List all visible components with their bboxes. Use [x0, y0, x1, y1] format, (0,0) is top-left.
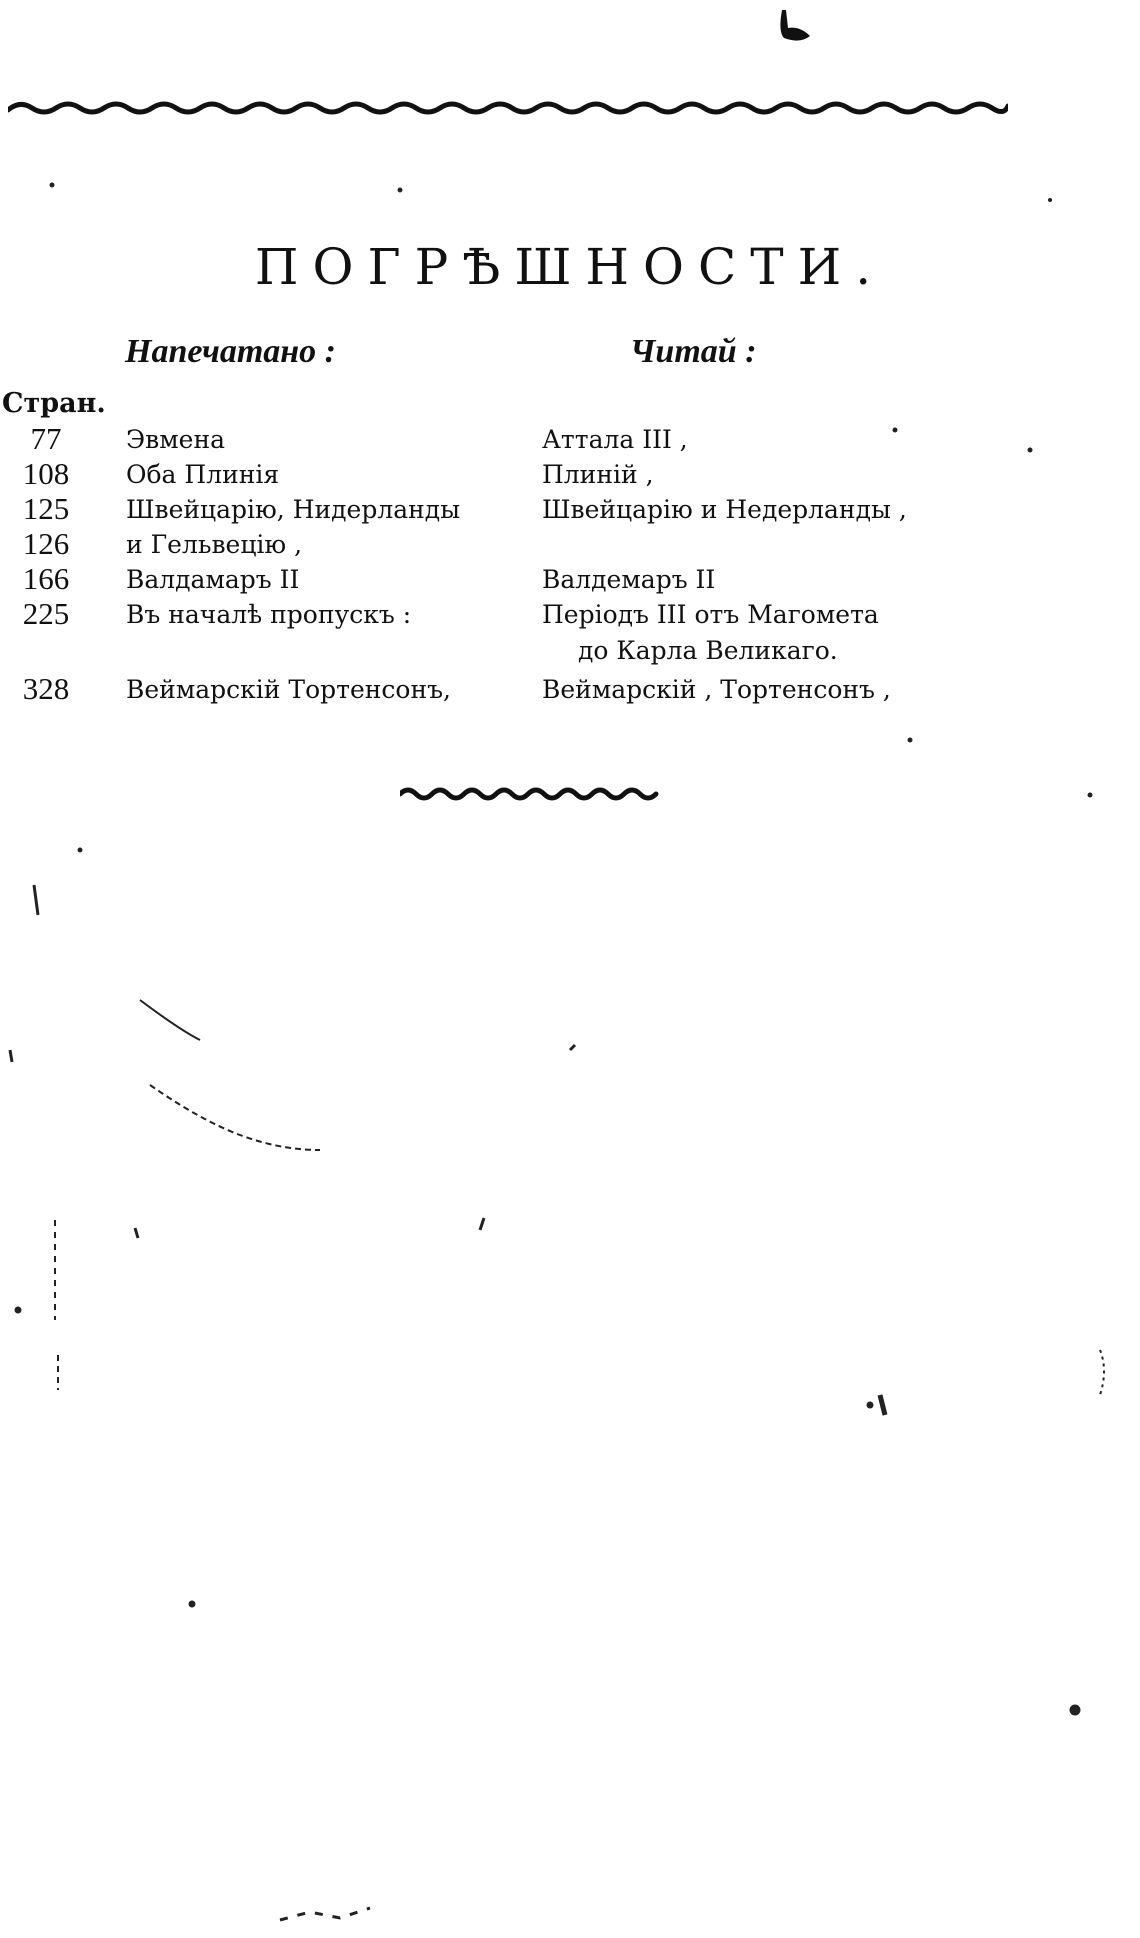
printed-text: Швейцарію, Нидерланды [126, 495, 461, 524]
read-text: Швейцарію и Недерланды , [542, 495, 907, 524]
page-number: 108 [22, 456, 70, 491]
printed-text: Въ началѣ пропускъ : [126, 600, 412, 629]
page-number: 328 [22, 671, 70, 706]
continuation-line: до Карла Великаго. [578, 636, 838, 665]
printed-text: Оба Плинія [126, 460, 280, 489]
read-text: Плиній , [542, 460, 654, 489]
page-number: 166 [22, 561, 70, 596]
read-text: Аттала III , [542, 425, 688, 454]
page-number: 125 [22, 491, 70, 526]
page-title: ПОГРѢШНОСТИ. [254, 238, 886, 296]
page-number: 126 [22, 526, 70, 561]
read-text: Веймарскій , Тортенсонъ , [542, 675, 891, 704]
printed-text: Веймарскій Тортенсонъ, [126, 675, 451, 704]
printed-text: и Гельвецію , [126, 530, 303, 559]
printed-text: Эвмена [126, 425, 226, 454]
printed-text: Валдамаръ II [126, 565, 300, 594]
read-text: Валдемаръ II [542, 565, 716, 594]
page-number: 225 [22, 596, 70, 631]
page-column-label: Стран. [2, 388, 106, 419]
column-header-printed: Напечатано : [125, 333, 336, 370]
page-number: 77 [30, 421, 62, 456]
column-header-read: Читай : [630, 333, 757, 370]
read-text: Періодъ III отъ Магомета [542, 600, 879, 629]
